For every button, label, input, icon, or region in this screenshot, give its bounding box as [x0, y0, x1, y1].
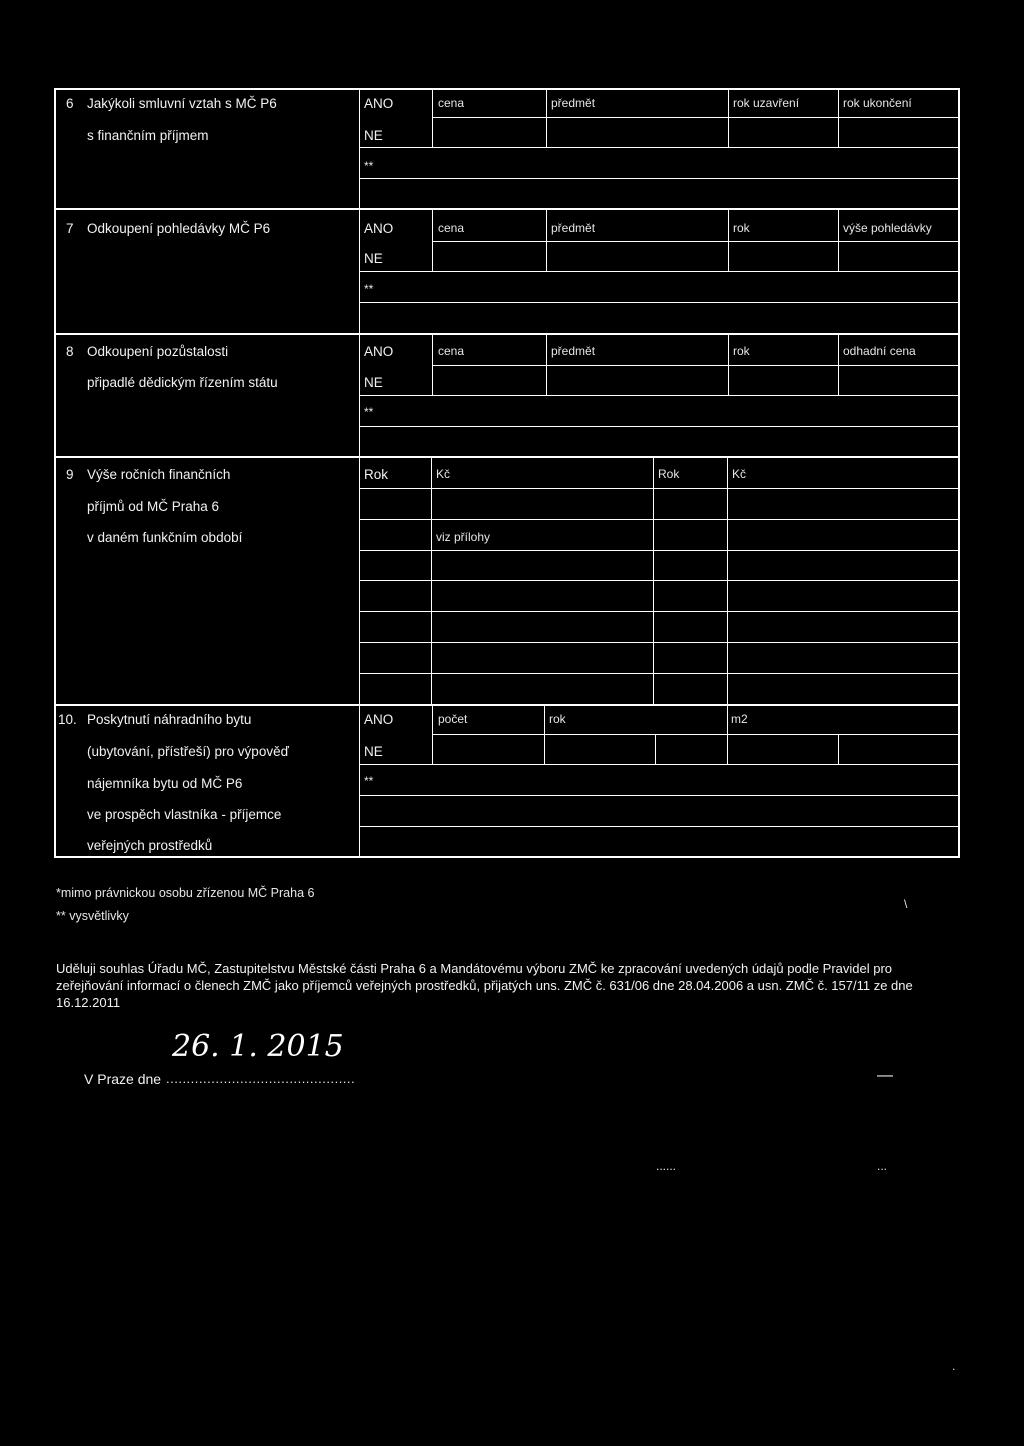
stray-mark: \ — [904, 897, 908, 911]
section9-label-line1: Výše ročních finančních — [87, 467, 231, 482]
section10-header-year: rok — [549, 712, 566, 726]
section6-header-subject: předmět — [551, 96, 596, 110]
section7-header-receivable-amount: výše pohledávky — [843, 221, 932, 235]
section6-label-line2: s finančním příjmem — [87, 128, 209, 143]
section10-header-count: počet — [438, 712, 468, 726]
section6-label-line1: Jakýkoli smluvní vztah s MČ P6 — [87, 96, 277, 111]
section6-yes-option: ANO — [364, 96, 394, 111]
section10-number: 10. — [58, 712, 77, 727]
section7-header-year: rok — [733, 221, 750, 235]
section7-divider — [359, 210, 360, 334]
section10-label-line1: Poskytnutí náhradního bytu — [87, 712, 252, 727]
section9-see-attachments: viz přílohy — [436, 530, 491, 544]
section10-label-line3: nájemníka bytu od MČ P6 — [87, 776, 243, 791]
footnote-legal-entity: *mimo právnickou osobu zřízenou MČ Praha 6 — [56, 886, 315, 900]
section7-number: 7 — [66, 221, 74, 236]
section8-number: 8 — [66, 344, 74, 359]
section8-label-line1: Odkoupení pozůstalosti — [87, 344, 229, 359]
section9-header-year-2: Rok — [658, 467, 680, 481]
section7-no-option: NE — [364, 251, 383, 266]
section10-note-marker: ** — [364, 774, 374, 788]
handwritten-date: 26. 1. 2015 — [172, 1029, 344, 1064]
place-date-label: V Praze dne — [84, 1071, 162, 1087]
section8-header-year: rok — [733, 344, 750, 358]
section9-header-czk-2: Kč — [732, 467, 747, 481]
section7-label-line1: Odkoupení pohledávky MČ P6 — [87, 221, 271, 236]
section10-no-option: NE — [364, 744, 383, 759]
section8-no-option: NE — [364, 375, 383, 390]
section8-label-line2: připadlé dědickým řízením státu — [87, 375, 278, 390]
section7-header-subject: předmět — [551, 221, 596, 235]
section8-note-marker: ** — [364, 405, 374, 419]
section8-divider — [359, 335, 360, 457]
section7-yes-option: ANO — [364, 221, 394, 236]
section9-header-year-1: Rok — [364, 467, 389, 482]
section9-header-czk-1: Kč — [436, 467, 451, 481]
consent-statement: Uděluji souhlas Úřadu MČ, Zastupitelstvu Městské části Praha 6 a Mandátovému výboru ZMČ ke zpracování uvedených údajů podle Pravidel pro zeřejňování informací o členech ZMČ jako příjemců veřejných prostředků, přijatých uns. ZMČ č. 631/06 dne 28.04.2006 a usn. ZMČ č. 157/11 ze dne 16.12.2011 — [56, 961, 913, 1011]
signature-dots-right: ... — [877, 1159, 888, 1173]
section10-label-line5: veřejných prostředků — [87, 838, 213, 853]
section9-number: 9 — [66, 467, 74, 482]
section8-header-price: cena — [438, 344, 465, 358]
section10-header-m2: m2 — [731, 712, 748, 726]
section6-header-year-ended: rok ukončení — [843, 96, 912, 110]
section7-note-marker: ** — [364, 282, 374, 296]
signature-dash: — — [877, 1067, 893, 1084]
section10-label-line2: (ubytování, přístřeší) pro výpověď — [87, 744, 289, 759]
section8-yes-option: ANO — [364, 344, 394, 359]
section9-divider — [359, 458, 360, 704]
section7-header-price: cena — [438, 221, 465, 235]
section8-header-subject: předmět — [551, 344, 596, 358]
footnote-explanations: ** vysvětlivky — [56, 909, 129, 923]
section6-note-marker: ** — [364, 159, 374, 173]
section10-label-line4: ve prospěch vlastníka - příjemce — [87, 807, 282, 822]
section6-divider — [359, 88, 360, 208]
section6-header-price: cena — [438, 96, 465, 110]
section9-label-line2: příjmů od MČ Praha 6 — [87, 499, 220, 514]
signature-dots-left: ...... — [656, 1159, 677, 1173]
section9-label-line3: v daném funkčním období — [87, 530, 243, 545]
section6-number: 6 — [66, 96, 74, 111]
section6-no-option: NE — [364, 128, 383, 143]
section6-header-year-concluded: rok uzavření — [733, 96, 800, 110]
date-dotted-line: .............................................. — [166, 1071, 356, 1086]
section10-divider — [359, 706, 360, 858]
stray-dot: . — [952, 1359, 956, 1373]
section8-header-estimated-price: odhadní cena — [843, 344, 916, 358]
section10-yes-option: ANO — [364, 712, 394, 727]
